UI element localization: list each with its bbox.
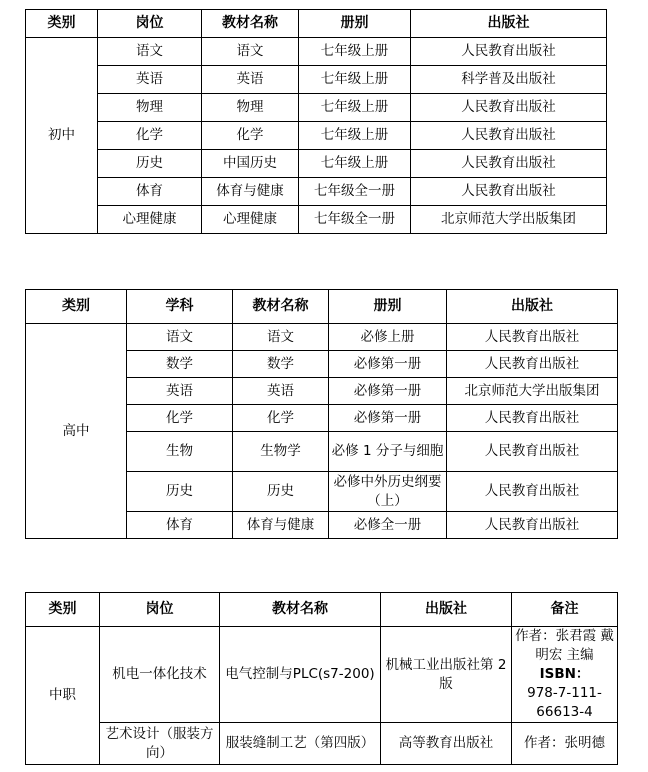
senior-high-table <box>25 289 618 539</box>
post-cell: 机电一体化技术 <box>100 627 220 723</box>
volume-cell: 必修 1 分子与细胞 <box>329 432 447 472</box>
subject-cell: 语文 <box>98 38 202 66</box>
subject-cell: 生物 <box>127 432 233 472</box>
table-row <box>26 324 618 351</box>
book-cell: 英语 <box>202 66 299 94</box>
table-row <box>26 150 607 178</box>
volume-cell: 必修第一册 <box>329 351 447 378</box>
book-cell: 体育与健康 <box>202 178 299 206</box>
header-category: 类别 <box>26 10 98 38</box>
book-cell: 体育与健康 <box>233 512 329 539</box>
header-note: 备注 <box>512 593 618 627</box>
book-cell: 化学 <box>233 405 329 432</box>
table-header-row <box>26 10 607 38</box>
publisher-cell: 北京师范大学出版集团 <box>447 378 618 405</box>
book-cell: 历史 <box>233 472 329 512</box>
table-row <box>26 627 618 723</box>
subject-cell: 化学 <box>127 405 233 432</box>
publisher-cell: 人民教育出版社 <box>411 94 607 122</box>
subject-cell: 语文 <box>127 324 233 351</box>
volume-cell: 七年级全一册 <box>299 206 411 234</box>
book-cell: 化学 <box>202 122 299 150</box>
publisher-cell: 科学普及出版社 <box>411 66 607 94</box>
book-cell: 语文 <box>233 324 329 351</box>
book-cell: 数学 <box>233 351 329 378</box>
book-cell: 物理 <box>202 94 299 122</box>
publisher-cell: 人民教育出版社 <box>447 405 618 432</box>
header-post: 岗位 <box>98 10 202 38</box>
note-author: 作者：张君霞 戴明宏 主编 <box>515 628 614 663</box>
table-row <box>26 38 607 66</box>
book-cell: 语文 <box>202 38 299 66</box>
book-cell: 中国历史 <box>202 150 299 178</box>
publisher-cell: 人民教育出版社 <box>447 324 618 351</box>
subject-cell: 体育 <box>98 178 202 206</box>
category-cell: 初中 <box>26 38 98 234</box>
subject-cell: 体育 <box>127 512 233 539</box>
table-header-row <box>26 290 618 324</box>
note-isbn-label: ISBN： <box>539 666 590 682</box>
publisher-cell: 人民教育出版社 <box>447 432 618 472</box>
volume-cell: 七年级上册 <box>299 94 411 122</box>
category-cell: 中职 <box>26 627 100 765</box>
header-book: 教材名称 <box>233 290 329 324</box>
publisher-cell: 人民教育出版社 <box>411 38 607 66</box>
subject-cell: 化学 <box>98 122 202 150</box>
header-post: 岗位 <box>100 593 220 627</box>
volume-cell: 七年级上册 <box>299 38 411 66</box>
publisher-cell: 人民教育出版社 <box>447 351 618 378</box>
header-book: 教材名称 <box>220 593 381 627</box>
junior-high-table <box>25 9 607 234</box>
table-row <box>26 178 607 206</box>
vocational-table <box>25 592 618 765</box>
publisher-cell: 高等教育出版社 <box>381 723 512 765</box>
subject-cell: 心理健康 <box>98 206 202 234</box>
publisher-cell: 人民教育出版社 <box>411 178 607 206</box>
note-isbn: 978-7-111-66613-4 <box>527 685 602 720</box>
table-header-row <box>26 593 618 627</box>
category-cell: 高中 <box>26 324 127 539</box>
book-cell: 电气控制与PLC(s7-200) <box>220 627 381 723</box>
volume-cell: 必修第一册 <box>329 405 447 432</box>
book-cell: 英语 <box>233 378 329 405</box>
subject-cell: 历史 <box>127 472 233 512</box>
table-row <box>26 94 607 122</box>
volume-cell: 七年级上册 <box>299 66 411 94</box>
book-cell: 生物学 <box>233 432 329 472</box>
subject-cell: 英语 <box>98 66 202 94</box>
header-publisher: 出版社 <box>411 10 607 38</box>
header-publisher: 出版社 <box>381 593 512 627</box>
header-category: 类别 <box>26 290 127 324</box>
publisher-cell: 人民教育出版社 <box>447 512 618 539</box>
table-row <box>26 723 618 765</box>
volume-cell: 七年级上册 <box>299 122 411 150</box>
publisher-cell: 人民教育出版社 <box>411 122 607 150</box>
header-volume: 册别 <box>329 290 447 324</box>
note-author: 作者：张明德 <box>512 723 618 765</box>
volume-cell: 必修全一册 <box>329 512 447 539</box>
header-publisher: 出版社 <box>447 290 618 324</box>
book-cell: 心理健康 <box>202 206 299 234</box>
subject-cell: 英语 <box>127 378 233 405</box>
publisher-cell: 北京师范大学出版集团 <box>411 206 607 234</box>
table-row <box>26 206 607 234</box>
volume-cell: 七年级上册 <box>299 150 411 178</box>
header-subject: 学科 <box>127 290 233 324</box>
subject-cell: 物理 <box>98 94 202 122</box>
book-cell: 服装缝制工艺（第四版） <box>220 723 381 765</box>
publisher-cell: 人民教育出版社 <box>411 150 607 178</box>
subject-cell: 数学 <box>127 351 233 378</box>
header-volume: 册别 <box>299 10 411 38</box>
volume-cell: 必修第一册 <box>329 378 447 405</box>
volume-cell: 必修上册 <box>329 324 447 351</box>
header-book: 教材名称 <box>202 10 299 38</box>
publisher-cell: 机械工业出版社第 2 版 <box>381 627 512 723</box>
note-cell <box>512 627 618 723</box>
post-cell: 艺术设计（服装方向） <box>100 723 220 765</box>
volume-cell: 七年级全一册 <box>299 178 411 206</box>
publisher-cell: 人民教育出版社 <box>447 472 618 512</box>
subject-cell: 历史 <box>98 150 202 178</box>
table-row <box>26 122 607 150</box>
header-category: 类别 <box>26 593 100 627</box>
volume-cell: 必修中外历史纲要（上） <box>329 472 447 512</box>
table-row <box>26 66 607 94</box>
